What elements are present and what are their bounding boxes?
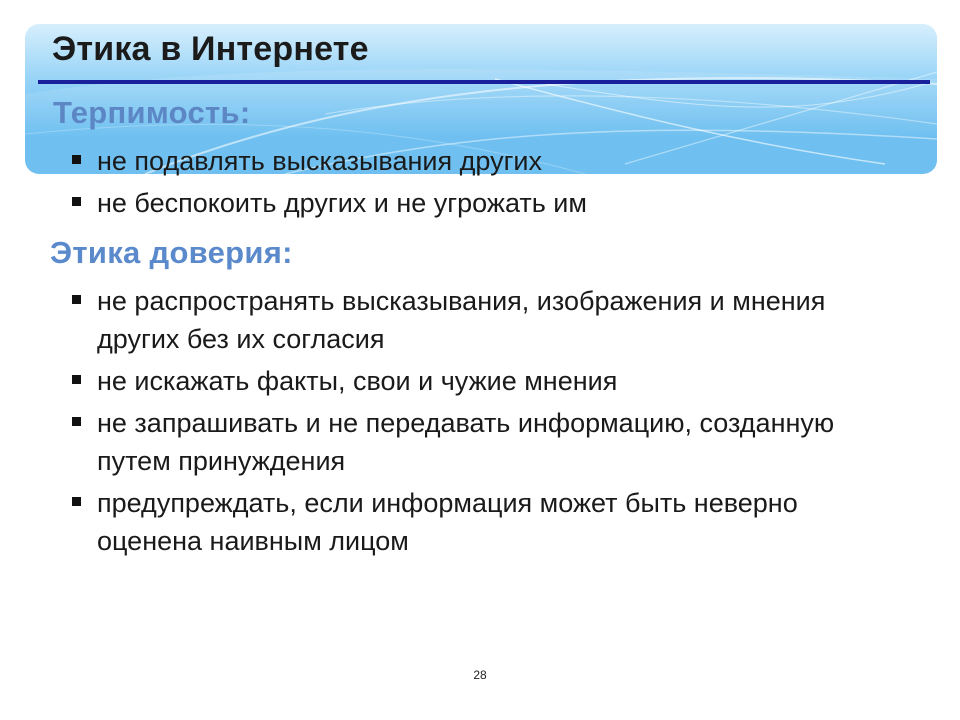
title-underline xyxy=(38,80,930,84)
page-number: 28 xyxy=(473,668,487,682)
bullet-square-icon xyxy=(72,375,81,384)
list-item-text: предупреждать, если информация может быть неверно оценена наивным лицом xyxy=(97,488,798,556)
list-item xyxy=(70,362,910,400)
bullet-square-icon xyxy=(72,295,81,304)
list-item xyxy=(70,184,910,222)
list-item-text: не распространять высказывания, изображения и мнения других без их согласия xyxy=(97,286,826,354)
bullet-square-icon xyxy=(72,417,81,426)
bullet-square-icon xyxy=(72,497,81,506)
section-heading-tolerance: Терпимость: xyxy=(53,95,251,130)
tolerance-list xyxy=(70,142,910,226)
slide-title: Этика в Интернете xyxy=(52,30,369,68)
section-heading-trust-ethics: Этика доверия: xyxy=(50,235,293,270)
bullet-square-icon xyxy=(72,197,81,206)
bullet-square-icon xyxy=(72,155,81,164)
list-item xyxy=(70,404,910,480)
list-item-text: не запрашивать и не передавать информацию, созданную путем принуждения xyxy=(97,408,835,476)
list-item xyxy=(70,282,910,358)
list-item-text: не искажать факты, свои и чужие мнения xyxy=(97,366,618,396)
trust-ethics-list xyxy=(70,282,910,564)
list-item-text: не подавлять высказывания других xyxy=(97,146,542,176)
list-item xyxy=(70,142,910,180)
list-item-text: не беспокоить других и не угрожать им xyxy=(97,188,587,218)
list-item xyxy=(70,484,910,560)
